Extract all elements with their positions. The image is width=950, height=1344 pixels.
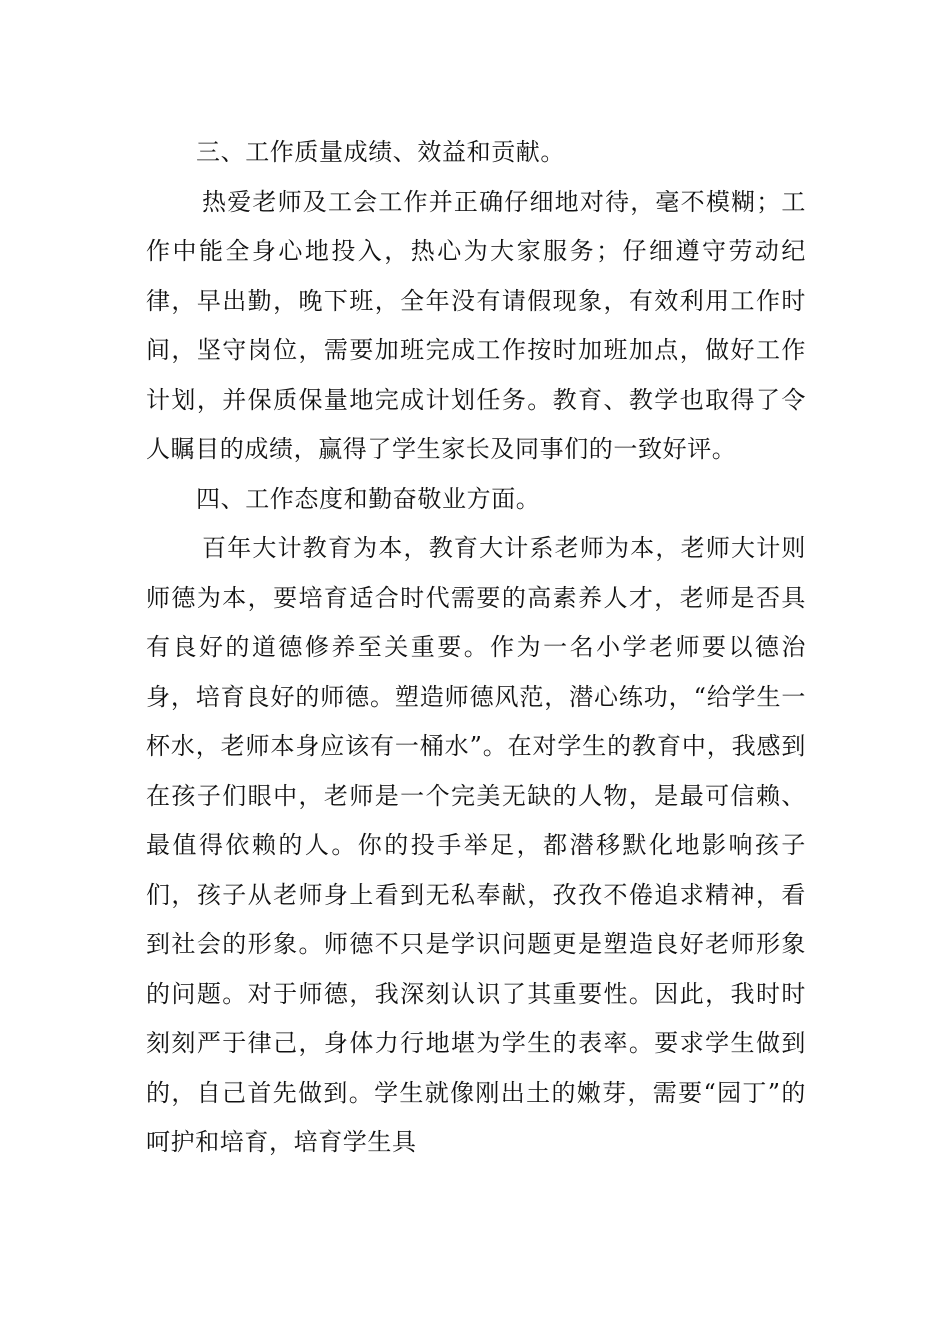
- section-heading-4: 四、工作态度和勤奋敬业方面。: [196, 484, 541, 513]
- section-4-paragraph: 百年大计教育为本，教育大计系老师为本，老师大计则师德为本，要培育适合时代需要的高素养人才，老师是否具有良好的道德修养至关重要。作为一名小学老师要以德治身，培育良好的师德。塑造师德风范，潜心练功，“给学生一杯水，老师本身应该有一桶水”。在对学生的教育中，我感到在孩子们眼中，老师是一个完美无缺的人物，是最可信赖、最值得依赖的人。你的投手举足，都潜移默化地影响孩子们，孩子从老师身上看到无私奉献，孜孜不倦追求精神，看到社会的形象。师德不只是学识问题更是塑造良好老师形象的问题。对于师德，我深刻认识了其重要性。因此，我时时刻刻严于律己，身体力行地堪为学生的表率。要求学生做到的，自己首先做到。学生就像刚出土的嫩芽，需要“园丁”的呵护和培育，培育学生具: [146, 534, 806, 1156]
- section-3-paragraph: 热爱老师及工会工作并正确仔细地对待，毫不模糊；工作中能全身心地投入，热心为大家服务；仔细遵守劳动纪律，早出勤，晚下班，全年没有请假现象，有效利用工作时间，坚守岗位，需要加班完成工作按时加班加点，做好工作计划，并保质保量地完成计划任务。教育、教学也取得了令人瞩目的成绩，赢得了学生家长及同事们的一致好评。: [146, 187, 806, 463]
- document-body: [146, 128, 806, 1168]
- section-heading-3: 三、工作质量成绩、效益和贡献。: [196, 138, 565, 166]
